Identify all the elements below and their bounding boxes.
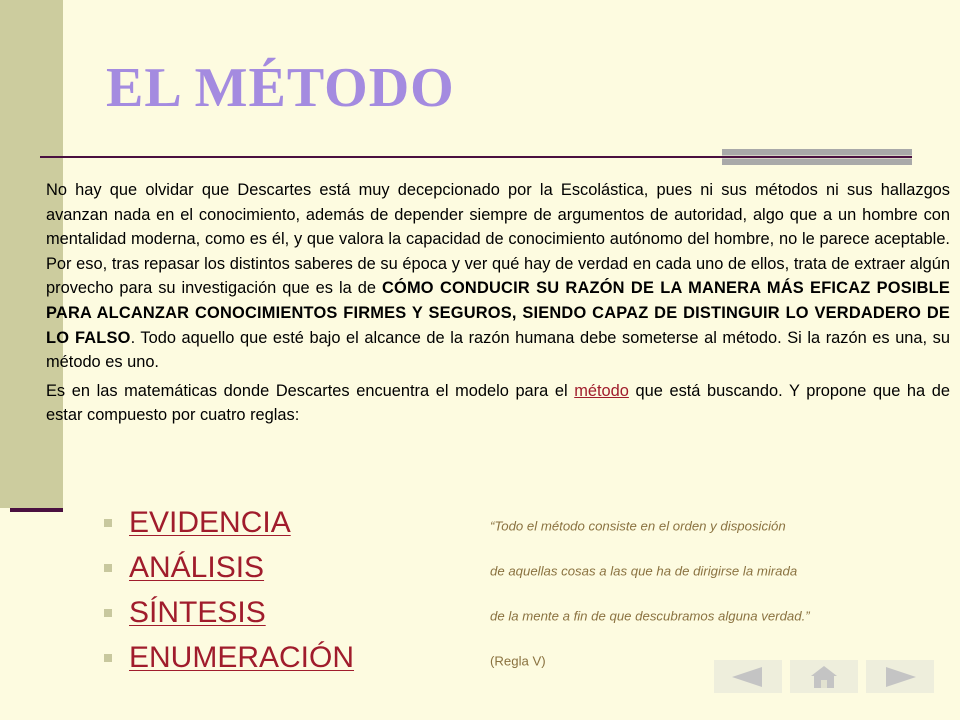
home-button[interactable] xyxy=(790,660,858,693)
body-text xyxy=(46,178,950,432)
square-bullet-icon xyxy=(104,654,112,662)
quote-line: de la mente a fin de que descubramos alguna verdad.” xyxy=(490,608,810,623)
paragraph-1-text: No hay que olvidar que Descartes está muy decepcionado por la Escolástica, pues ni sus métodos ni sus hallazgos avanzan nada en el conocimiento, además de depender siempre de argumentos de autoridad, algo que a un hombre con mentalidad moderna, como es él, y que valora la capacidad de conocimiento autónomo del hombre, no le parece aceptable. Por eso, tras repasar los distintos saberes de su época y ver qué hay de verdad en cada uno de ellos, trata de extraer algún provecho para su investigación que es la de xyxy=(46,181,950,298)
paragraph-1-end: . Todo aquello que esté bajo el alcance de la razón humana debe someterse al método. Si la razón es una, su método es uno. xyxy=(46,328,950,372)
home-icon xyxy=(809,664,839,690)
list-item xyxy=(104,590,904,635)
square-bullet-icon xyxy=(104,609,112,617)
paragraph-1-bold: CÓMO CONDUCIR SU RAZÓN DE LA MANERA MÁS EFICAZ POSIBLE PARA ALCANZAR CONOCIMIENTOS FIRMES Y SEGUROS, SIENDO CAPAZ DE DISTINGUIR LO VERDADERO DE LO FALSO xyxy=(46,279,950,347)
quote-line: (Regla V) xyxy=(490,653,546,668)
square-bullet-icon xyxy=(104,519,112,527)
arrow-right-icon xyxy=(880,665,920,689)
rule-link-enumeracion[interactable]: ENUMERACIÓN xyxy=(129,640,355,674)
rule-link-evidencia[interactable]: EVIDENCIA xyxy=(129,505,291,539)
paragraph-2-before: Es en las matemáticas donde Descartes encuentra el modelo para el xyxy=(46,381,575,400)
rule-link-analisis[interactable]: ANÁLISIS xyxy=(129,550,265,584)
arrow-left-icon xyxy=(728,665,768,689)
quote-line: de aquellas cosas a las que ha de dirigirse la mirada xyxy=(490,563,798,578)
title-accent-bars xyxy=(722,149,912,165)
rules-list xyxy=(104,500,904,680)
metodo-link[interactable]: método xyxy=(574,381,629,400)
next-slide-button[interactable] xyxy=(866,660,934,693)
paragraph-2-after: que está buscando. Y propone que ha de estar compuesto por cuatro reglas: xyxy=(46,381,950,425)
list-item xyxy=(104,500,904,545)
paragraph-1 xyxy=(46,178,950,375)
prev-slide-button[interactable] xyxy=(714,660,782,693)
quote-line: “Todo el método consiste en el orden y disposición xyxy=(490,518,786,533)
rule-link-sintesis[interactable]: SÍNTESIS xyxy=(129,595,266,629)
sidebar-rule xyxy=(10,508,63,512)
square-bullet-icon xyxy=(104,564,112,572)
list-item xyxy=(104,545,904,590)
page-title: EL MÉTODO xyxy=(106,57,455,119)
list-item xyxy=(104,635,904,680)
paragraph-2 xyxy=(46,379,950,428)
